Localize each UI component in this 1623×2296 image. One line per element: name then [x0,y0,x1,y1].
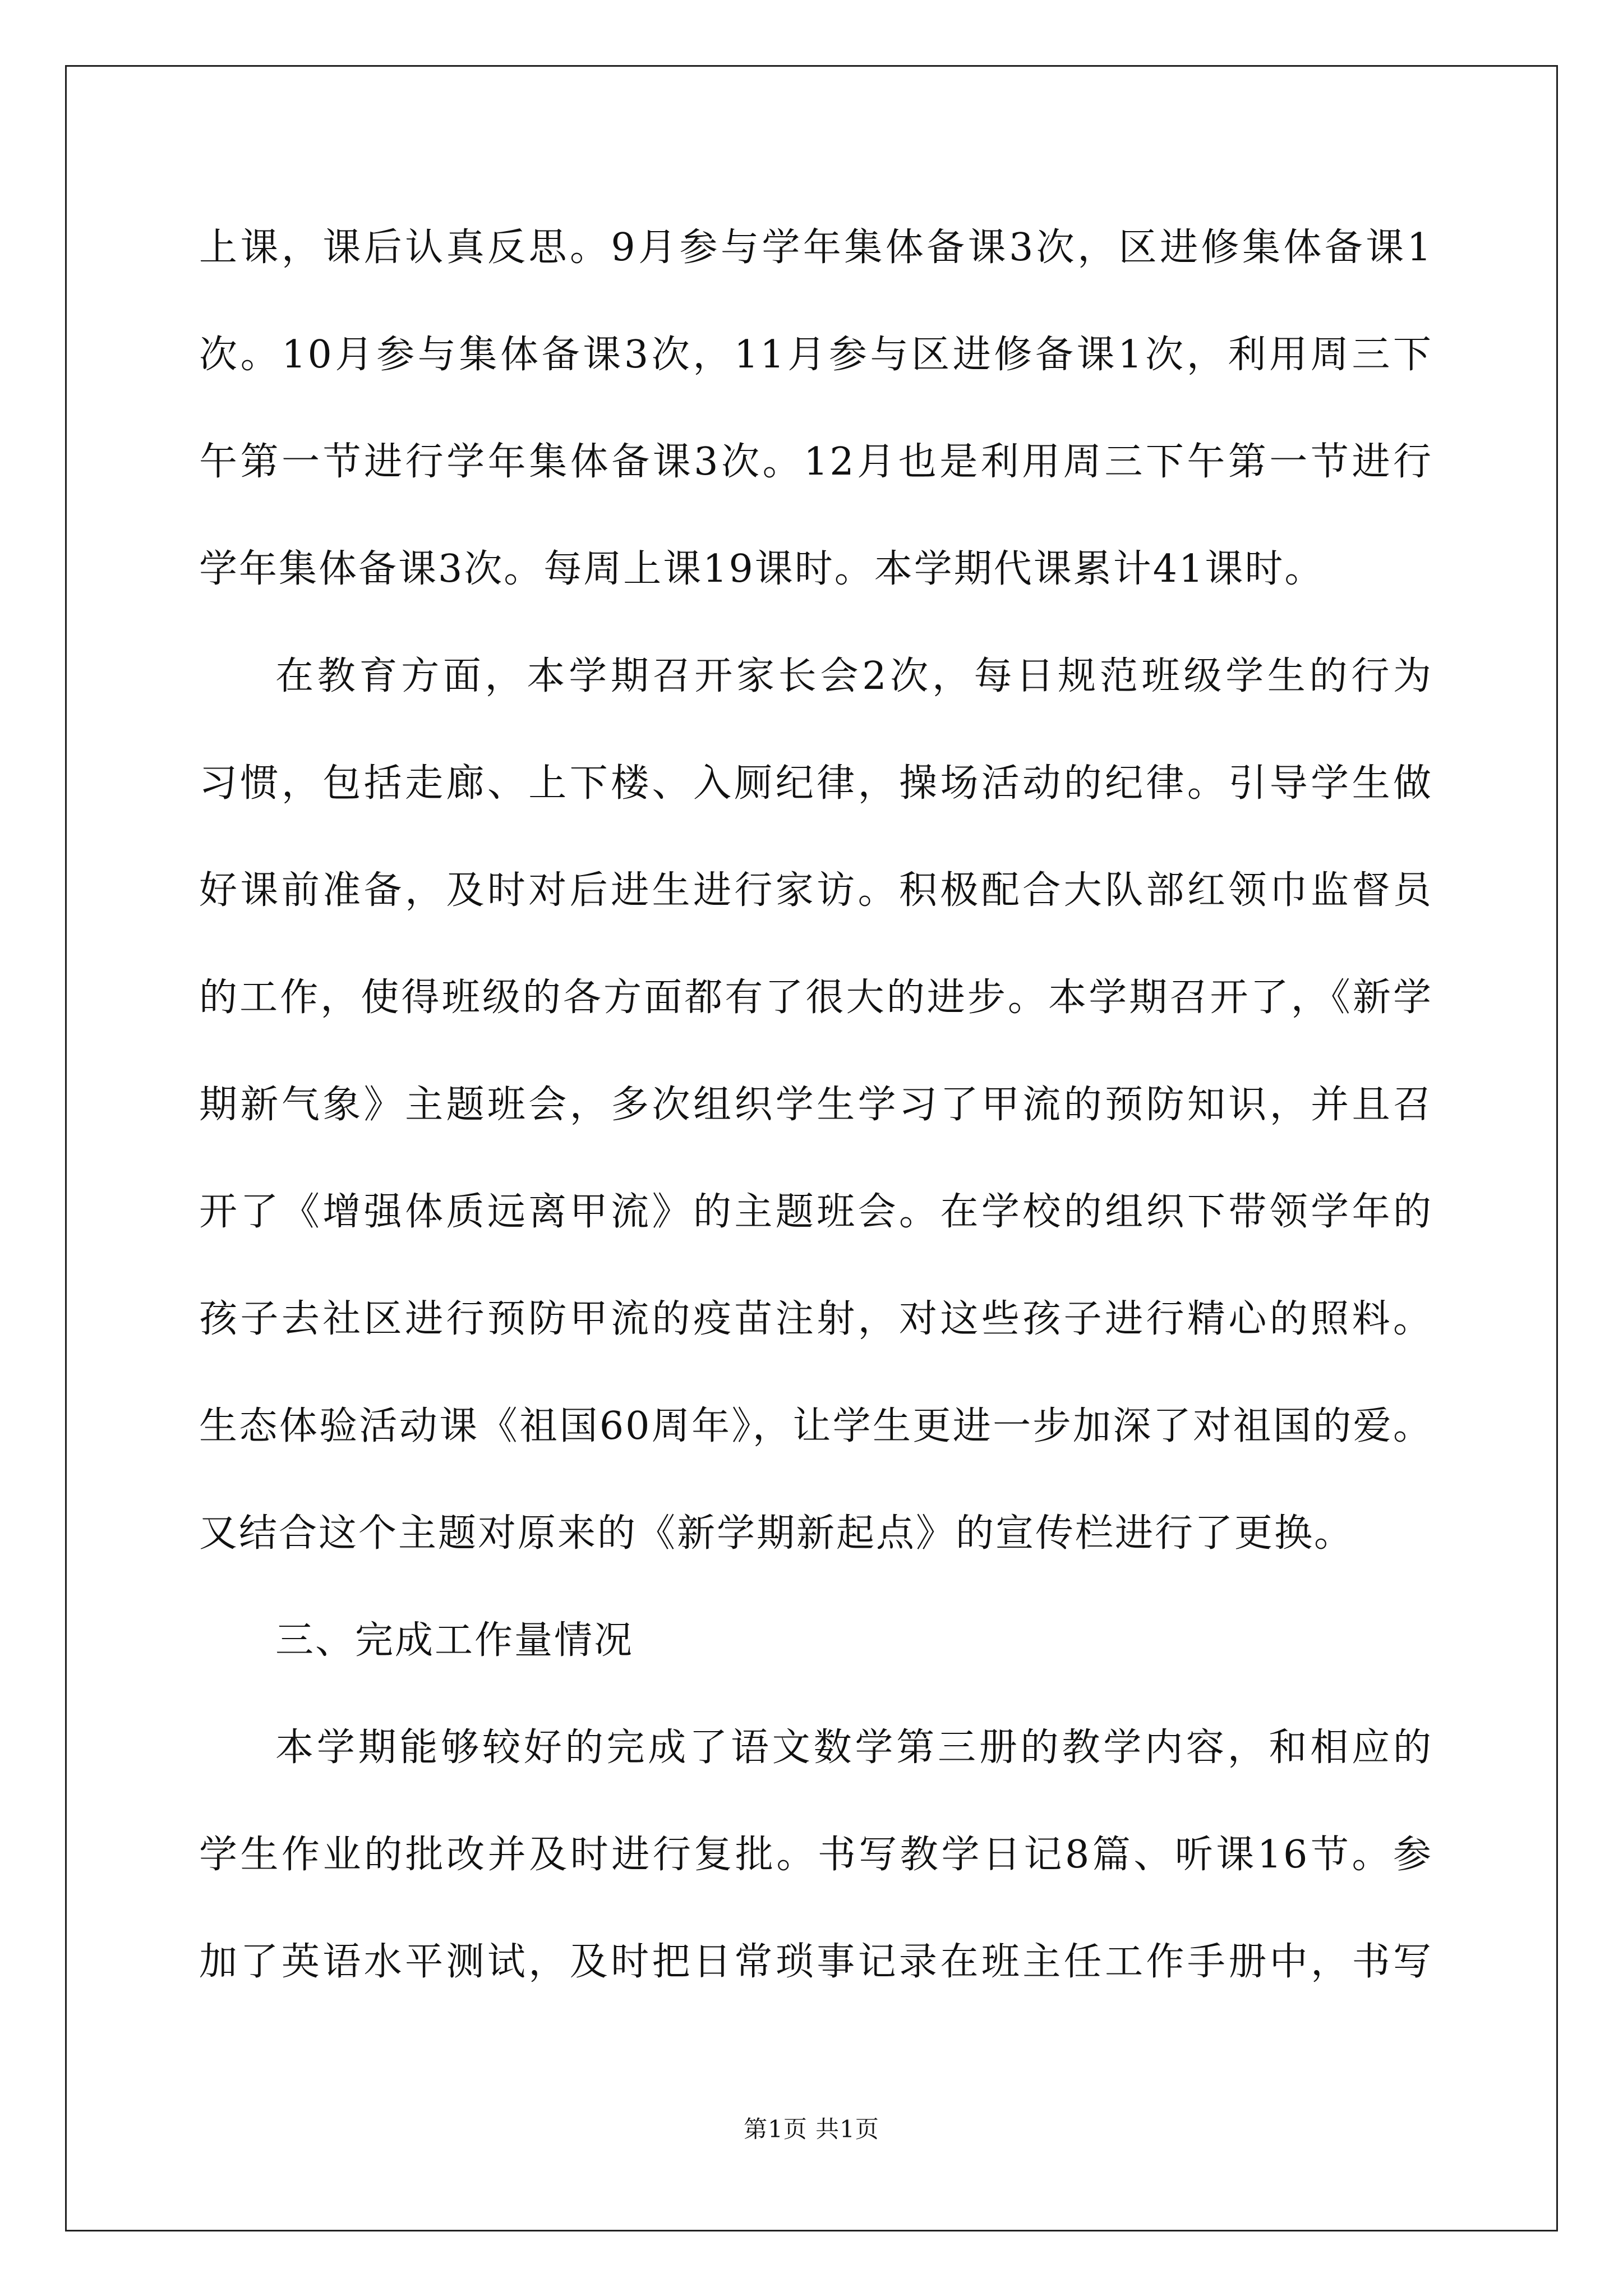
text-line: 又结合这个主题对原来的《新学期新起点》的宣传栏进行了更换。 [199,1511,1354,1556]
text-line: 加了英语水平测试，及时把日常琐事记录在班主任工作手册中，书写 [199,1940,1433,1984]
text-line: 上课，课后认真反思。9月参与学年集体备课3次，区进修集体备课1 [199,226,1433,270]
paragraph-first-line: 在教育方面，本学期召开家长会2次，每日规范班级学生的行为 [275,654,1433,698]
text-line: 习惯，包括走廊、上下楼、入厕纪律，操场活动的纪律。引导学生做 [199,761,1433,806]
text-line: 的工作，使得班级的各方面都有了很大的进步。本学期召开了，《新学 [199,976,1433,1020]
text-line: 午第一节进行学年集体备课3次。12月也是利用周三下午第一节进行 [199,440,1433,484]
text-line: 生态体验活动课《祖国60周年》，让学生更进一步加深了对祖国的爱。 [199,1404,1433,1448]
section-heading: 三、完成工作量情况 [275,1618,634,1663]
paragraph-first-line: 本学期能够较好的完成了语文数学第三册的教学内容，和相应的 [275,1726,1433,1770]
text-line: 次。10月参与集体备课3次，11月参与区进修备课1次，利用周三下 [199,333,1433,377]
document-body [199,214,1433,2036]
text-line: 学生作业的批改并及时进行复批。书写教学日记8篇、听课16节。参 [199,1833,1433,1877]
text-line: 开了《增强体质远离甲流》的主题班会。在学校的组织下带领学年的 [199,1190,1433,1234]
text-line: 好课前准备，及时对后进生进行家访。积极配合大队部红领巾监督员 [199,868,1433,913]
page-number-footer: 第1页 共1页 [744,2115,879,2143]
text-line: 学年集体备课3次。每周上课19课时。本学期代课累计41课时。 [199,547,1325,591]
text-line: 期新气象》主题班会，多次组织学生学习了甲流的预防知识，并且召 [199,1083,1433,1127]
text-line: 孩子去社区进行预防甲流的疫苗注射，对这些孩子进行精心的照料。 [199,1297,1433,1341]
